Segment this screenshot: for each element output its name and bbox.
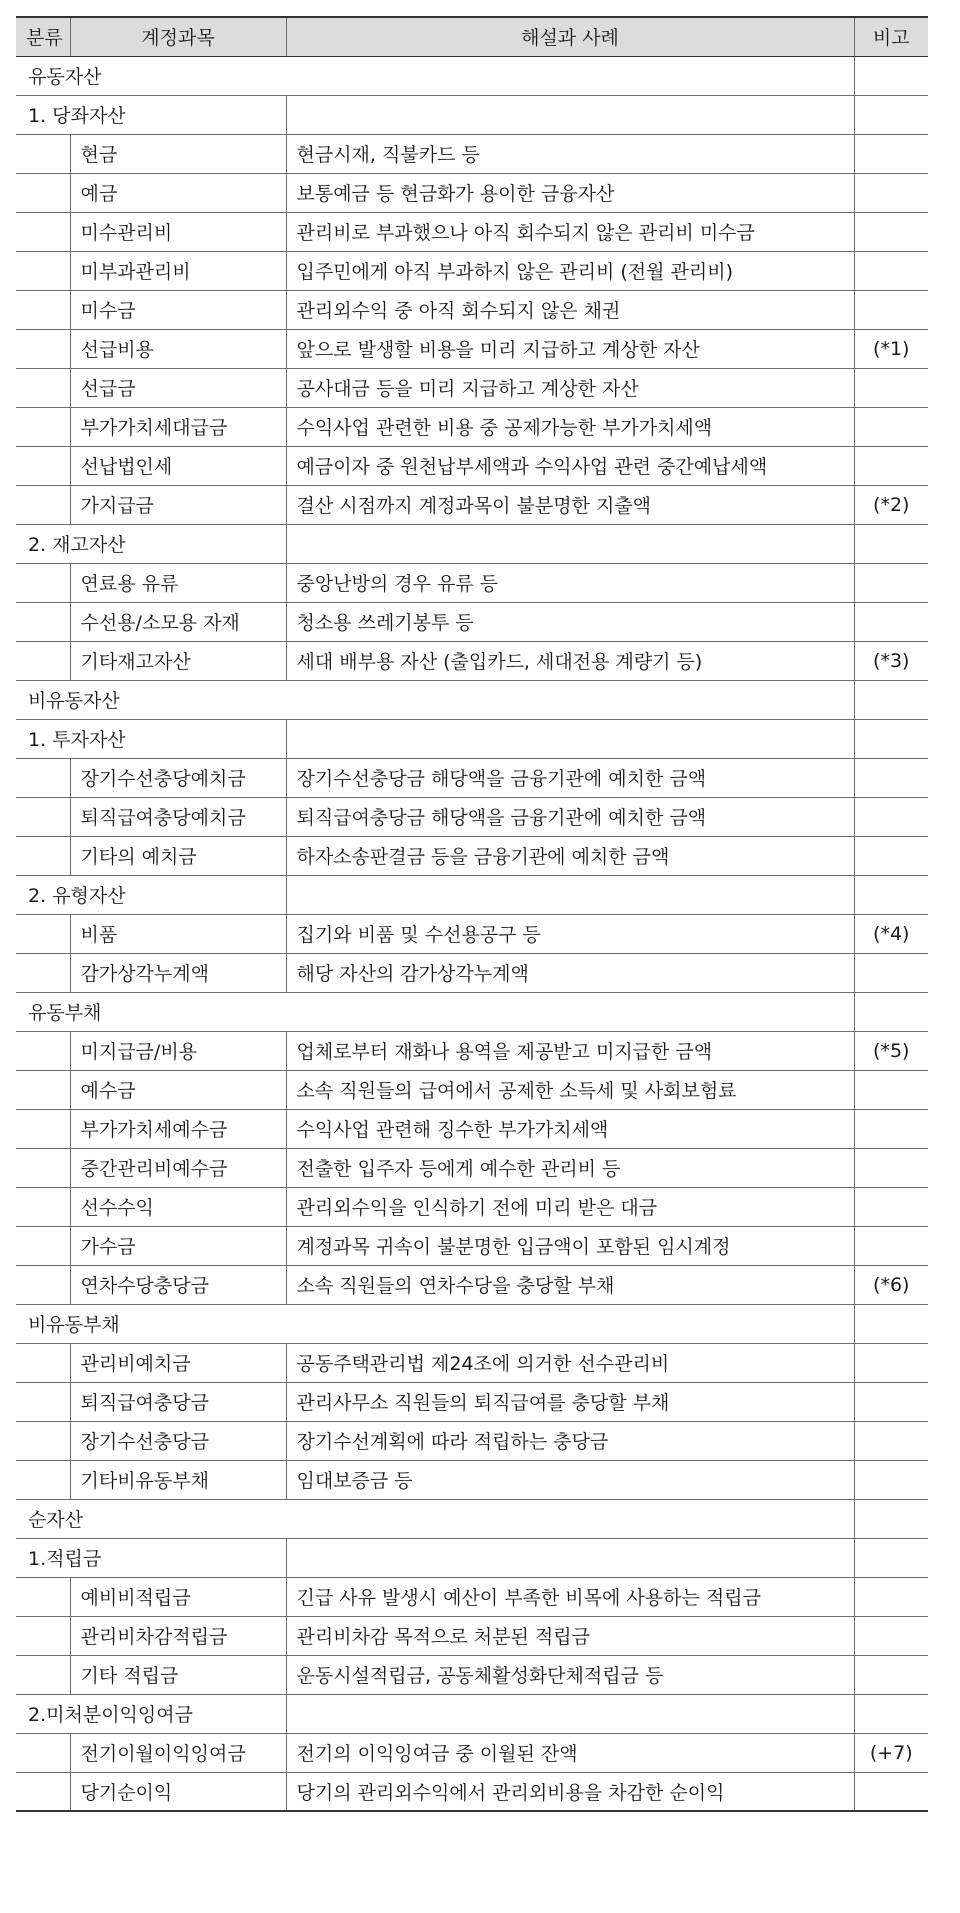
- indent-cell: [16, 1421, 70, 1460]
- note-cell: (*3): [854, 641, 928, 680]
- indent-cell: [16, 368, 70, 407]
- note-cell: [854, 407, 928, 446]
- account-name: 감가상각누계액: [70, 953, 286, 992]
- account-description: 공동주택관리법 제24조에 의거한 선수관리비: [286, 1343, 854, 1382]
- table-row: [16, 1421, 928, 1460]
- note-cell: [854, 992, 928, 1031]
- table-row: [16, 953, 928, 992]
- indent-cell: [16, 914, 70, 953]
- table-row: [16, 1109, 928, 1148]
- account-classification-table: [16, 16, 928, 1812]
- note-cell: [854, 1616, 928, 1655]
- header-note: 비고: [854, 17, 928, 56]
- indent-cell: [16, 1343, 70, 1382]
- account-name: 미부과관리비: [70, 251, 286, 290]
- indent-cell: [16, 173, 70, 212]
- account-name: 비품: [70, 914, 286, 953]
- note-cell: [854, 251, 928, 290]
- note-cell: [854, 1070, 928, 1109]
- indent-cell: [16, 485, 70, 524]
- account-description: 장기수선충당금 해당액을 금융기관에 예치한 금액: [286, 758, 854, 797]
- note-cell: [854, 56, 928, 95]
- account-name: 선급비용: [70, 329, 286, 368]
- group-label: 1.적립금: [16, 1538, 286, 1577]
- account-name: 기타의 예치금: [70, 836, 286, 875]
- indent-cell: [16, 1733, 70, 1772]
- note-cell: [854, 1343, 928, 1382]
- section-label: 비유동자산: [16, 680, 854, 719]
- indent-cell: [16, 1655, 70, 1694]
- group-row: [16, 1538, 928, 1577]
- section-label: 유동부채: [16, 992, 854, 1031]
- indent-cell: [16, 1031, 70, 1070]
- indent-cell: [16, 251, 70, 290]
- table-header: [16, 17, 928, 56]
- account-description: 관리비로 부과했으나 아직 회수되지 않은 관리비 미수금: [286, 212, 854, 251]
- table-row: [16, 1733, 928, 1772]
- indent-cell: [16, 1148, 70, 1187]
- account-description: 전기의 이익잉여금 중 이월된 잔액: [286, 1733, 854, 1772]
- indent-cell: [16, 1616, 70, 1655]
- indent-cell: [16, 1577, 70, 1616]
- table-row: [16, 446, 928, 485]
- table-row: [16, 563, 928, 602]
- note-cell: [854, 1109, 928, 1148]
- note-cell: [854, 563, 928, 602]
- account-name: 중간관리비예수금: [70, 1148, 286, 1187]
- table-row: [16, 329, 928, 368]
- table-row: [16, 1265, 928, 1304]
- indent-cell: [16, 290, 70, 329]
- indent-cell: [16, 836, 70, 875]
- account-description: 관리외수익을 인식하기 전에 미리 받은 대금: [286, 1187, 854, 1226]
- account-description: 보통예금 등 현금화가 용이한 금융자산: [286, 173, 854, 212]
- indent-cell: [16, 1460, 70, 1499]
- account-name: 부가가치세예수금: [70, 1109, 286, 1148]
- note-cell: (*6): [854, 1265, 928, 1304]
- table-row: [16, 1031, 928, 1070]
- note-cell: [854, 1421, 928, 1460]
- account-description: 소속 직원들의 급여에서 공제한 소득세 및 사회보험료: [286, 1070, 854, 1109]
- note-cell: [854, 1694, 928, 1733]
- description-cell: [286, 524, 854, 563]
- account-description: 수익사업 관련해 징수한 부가가치세액: [286, 1109, 854, 1148]
- note-cell: [854, 134, 928, 173]
- group-row: [16, 719, 928, 758]
- table-row: [16, 1616, 928, 1655]
- note-cell: [854, 368, 928, 407]
- section-row: [16, 1499, 928, 1538]
- note-cell: [854, 290, 928, 329]
- note-cell: [854, 1304, 928, 1343]
- account-name: 퇴직급여충당금: [70, 1382, 286, 1421]
- note-cell: [854, 1499, 928, 1538]
- account-description: 퇴직급여충당금 해당액을 금융기관에 예치한 금액: [286, 797, 854, 836]
- account-name: 미지급금/비용: [70, 1031, 286, 1070]
- group-row: [16, 95, 928, 134]
- account-description: 청소용 쓰레기봉투 등: [286, 602, 854, 641]
- table-row: [16, 1772, 928, 1811]
- note-cell: [854, 212, 928, 251]
- group-label: 1. 당좌자산: [16, 95, 286, 134]
- account-description: 중앙난방의 경우 유류 등: [286, 563, 854, 602]
- indent-cell: [16, 329, 70, 368]
- group-row: [16, 524, 928, 563]
- account-name: 기타비유동부채: [70, 1460, 286, 1499]
- account-description: 예금이자 중 원천납부세액과 수익사업 관련 중간예납세액: [286, 446, 854, 485]
- table-body: [16, 56, 928, 1811]
- account-name: 연차수당충당금: [70, 1265, 286, 1304]
- section-row: [16, 1304, 928, 1343]
- section-label: 유동자산: [16, 56, 854, 95]
- header-category: 분류: [16, 17, 70, 56]
- account-name: 당기순이익: [70, 1772, 286, 1811]
- account-name: 연료용 유류: [70, 563, 286, 602]
- table-row: [16, 485, 928, 524]
- section-label: 순자산: [16, 1499, 854, 1538]
- table-row: [16, 407, 928, 446]
- header-description: 해설과 사례: [286, 17, 854, 56]
- indent-cell: [16, 446, 70, 485]
- account-description: 앞으로 발생할 비용을 미리 지급하고 계상한 자산: [286, 329, 854, 368]
- description-cell: [286, 1538, 854, 1577]
- group-row: [16, 1694, 928, 1733]
- indent-cell: [16, 1382, 70, 1421]
- account-name: 선급금: [70, 368, 286, 407]
- account-name: 가지급금: [70, 485, 286, 524]
- account-description: 집기와 비품 및 수선용공구 등: [286, 914, 854, 953]
- note-cell: [854, 797, 928, 836]
- note-cell: [854, 836, 928, 875]
- account-description: 공사대금 등을 미리 지급하고 계상한 자산: [286, 368, 854, 407]
- account-description: 하자소송판결금 등을 금융기관에 예치한 금액: [286, 836, 854, 875]
- account-name: 미수관리비: [70, 212, 286, 251]
- table-row: [16, 641, 928, 680]
- indent-cell: [16, 1772, 70, 1811]
- indent-cell: [16, 563, 70, 602]
- account-description: 입주민에게 아직 부과하지 않은 관리비 (전월 관리비): [286, 251, 854, 290]
- note-cell: [854, 719, 928, 758]
- indent-cell: [16, 1265, 70, 1304]
- note-cell: [854, 1655, 928, 1694]
- indent-cell: [16, 758, 70, 797]
- note-cell: [854, 524, 928, 563]
- indent-cell: [16, 1070, 70, 1109]
- account-name: 관리비차감적립금: [70, 1616, 286, 1655]
- table-row: [16, 290, 928, 329]
- table-row: [16, 1655, 928, 1694]
- indent-cell: [16, 797, 70, 836]
- note-cell: [854, 1538, 928, 1577]
- account-description: 긴급 사유 발생시 예산이 부족한 비목에 사용하는 적립금: [286, 1577, 854, 1616]
- table-row: [16, 1343, 928, 1382]
- account-name: 현금: [70, 134, 286, 173]
- account-description: 운동시설적립금, 공동체활성화단체적립금 등: [286, 1655, 854, 1694]
- note-cell: [854, 1226, 928, 1265]
- table-row: [16, 173, 928, 212]
- group-label: 2. 재고자산: [16, 524, 286, 563]
- description-cell: [286, 95, 854, 134]
- note-cell: [854, 173, 928, 212]
- account-description: 임대보증금 등: [286, 1460, 854, 1499]
- description-cell: [286, 875, 854, 914]
- note-cell: [854, 1577, 928, 1616]
- table-row: [16, 797, 928, 836]
- account-name: 선납법인세: [70, 446, 286, 485]
- table-row: [16, 368, 928, 407]
- account-name: 예금: [70, 173, 286, 212]
- group-row: [16, 875, 928, 914]
- group-label: 2.미처분이익잉여금: [16, 1694, 286, 1733]
- account-description: 해당 자산의 감가상각누계액: [286, 953, 854, 992]
- note-cell: [854, 446, 928, 485]
- header-account: 계정과목: [70, 17, 286, 56]
- note-cell: (*5): [854, 1031, 928, 1070]
- note-cell: [854, 1772, 928, 1811]
- note-cell: (*1): [854, 329, 928, 368]
- header-row: [16, 17, 928, 56]
- account-name: 선수수익: [70, 1187, 286, 1226]
- table-row: [16, 1226, 928, 1265]
- table-row: [16, 914, 928, 953]
- indent-cell: [16, 407, 70, 446]
- note-cell: [854, 602, 928, 641]
- account-description: 소속 직원들의 연차수당을 충당할 부채: [286, 1265, 854, 1304]
- account-name: 기타 적립금: [70, 1655, 286, 1694]
- table-row: [16, 1070, 928, 1109]
- account-description: 수익사업 관련한 비용 중 공제가능한 부가가치세액: [286, 407, 854, 446]
- indent-cell: [16, 212, 70, 251]
- account-name: 전기이월이익잉여금: [70, 1733, 286, 1772]
- indent-cell: [16, 1109, 70, 1148]
- account-description: 전출한 입주자 등에게 예수한 관리비 등: [286, 1148, 854, 1187]
- note-cell: [854, 1382, 928, 1421]
- table-row: [16, 1460, 928, 1499]
- group-label: 2. 유형자산: [16, 875, 286, 914]
- account-name: 미수금: [70, 290, 286, 329]
- account-name: 장기수선충당금: [70, 1421, 286, 1460]
- account-description: 장기수선계획에 따라 적립하는 충당금: [286, 1421, 854, 1460]
- table-row: [16, 212, 928, 251]
- account-description: 결산 시점까지 계정과목이 불분명한 지출액: [286, 485, 854, 524]
- group-label: 1. 투자자산: [16, 719, 286, 758]
- note-cell: [854, 95, 928, 134]
- account-name: 장기수선충당예치금: [70, 758, 286, 797]
- table-row: [16, 251, 928, 290]
- indent-cell: [16, 641, 70, 680]
- section-row: [16, 680, 928, 719]
- table-row: [16, 1148, 928, 1187]
- account-description: 업체로부터 재화나 용역을 제공받고 미지급한 금액: [286, 1031, 854, 1070]
- table-row: [16, 1577, 928, 1616]
- note-cell: (*2): [854, 485, 928, 524]
- account-name: 관리비예치금: [70, 1343, 286, 1382]
- indent-cell: [16, 1226, 70, 1265]
- table-row: [16, 758, 928, 797]
- section-label: 비유동부채: [16, 1304, 854, 1343]
- account-name: 예비비적립금: [70, 1577, 286, 1616]
- table-row: [16, 1187, 928, 1226]
- table-row: [16, 836, 928, 875]
- account-description: 관리사무소 직원들의 퇴직급여를 충당할 부채: [286, 1382, 854, 1421]
- table-row: [16, 1382, 928, 1421]
- account-description: 세대 배부용 자산 (출입카드, 세대전용 계량기 등): [286, 641, 854, 680]
- account-name: 기타재고자산: [70, 641, 286, 680]
- table-row: [16, 602, 928, 641]
- account-name: 예수금: [70, 1070, 286, 1109]
- note-cell: [854, 680, 928, 719]
- description-cell: [286, 719, 854, 758]
- account-description: 관리외수익 중 아직 회수되지 않은 채권: [286, 290, 854, 329]
- section-row: [16, 56, 928, 95]
- indent-cell: [16, 953, 70, 992]
- account-description: 현금시재, 직불카드 등: [286, 134, 854, 173]
- account-name: 퇴직급여충당예치금: [70, 797, 286, 836]
- indent-cell: [16, 1187, 70, 1226]
- account-description: 관리비차감 목적으로 처분된 적립금: [286, 1616, 854, 1655]
- note-cell: [854, 758, 928, 797]
- description-cell: [286, 1694, 854, 1733]
- note-cell: (+7): [854, 1733, 928, 1772]
- note-cell: [854, 1187, 928, 1226]
- account-description: 계정과목 귀속이 불분명한 입금액이 포함된 임시계정: [286, 1226, 854, 1265]
- note-cell: [854, 953, 928, 992]
- section-row: [16, 992, 928, 1031]
- account-name: 수선용/소모용 자재: [70, 602, 286, 641]
- account-table-container: [16, 16, 928, 1812]
- table-row: [16, 134, 928, 173]
- account-name: 가수금: [70, 1226, 286, 1265]
- note-cell: [854, 1460, 928, 1499]
- indent-cell: [16, 134, 70, 173]
- indent-cell: [16, 602, 70, 641]
- note-cell: [854, 875, 928, 914]
- note-cell: (*4): [854, 914, 928, 953]
- account-description: 당기의 관리외수익에서 관리외비용을 차감한 순이익: [286, 1772, 854, 1811]
- note-cell: [854, 1148, 928, 1187]
- account-name: 부가가치세대급금: [70, 407, 286, 446]
